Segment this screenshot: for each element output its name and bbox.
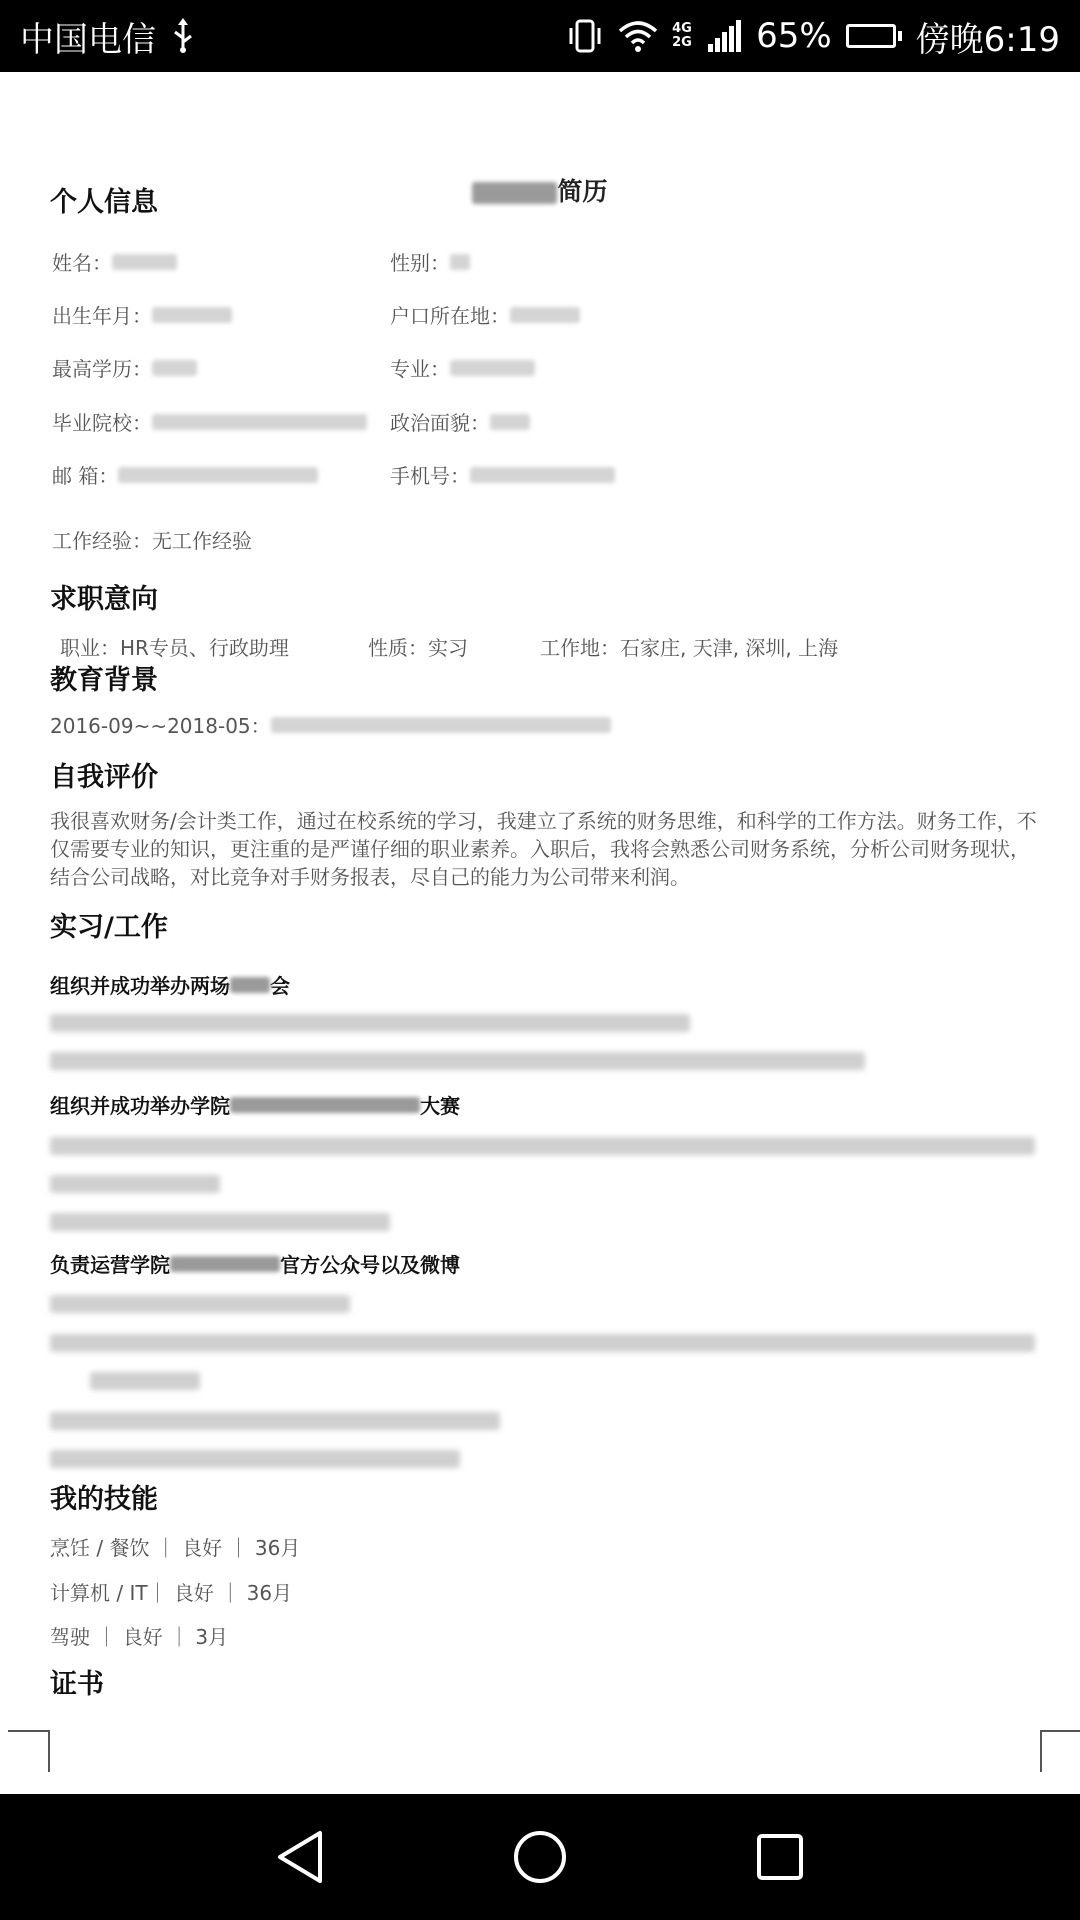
resume-title: 简历 (0, 172, 1080, 208)
work-item-detail-3c (90, 1372, 200, 1390)
field-school: 毕业院校： (52, 407, 367, 436)
battery-icon (846, 24, 902, 48)
field-politics: 政治面貌： (390, 407, 530, 436)
work-item-detail-2c (50, 1213, 390, 1231)
carrier-label: 中国电信 (20, 19, 156, 60)
field-major: 专业： (390, 353, 535, 382)
intention-job: 职业：HR专员、行政助理 (60, 636, 289, 660)
work-item-title-3: 负责运营学院 官方公众号以及微博 (50, 1253, 460, 1277)
network-type-label: 4G 2G (672, 21, 692, 50)
vibrate-icon (566, 19, 604, 53)
section-skills: 我的技能 (50, 1484, 158, 1515)
resume-document[interactable] (0, 72, 1080, 1794)
back-triangle-icon[interactable] (270, 1827, 330, 1887)
work-item-detail-3a (50, 1295, 350, 1313)
work-item-detail-1b (50, 1052, 865, 1070)
work-item-detail-3b (50, 1334, 1035, 1352)
section-job-intention: 求职意向 (50, 584, 158, 615)
work-item-title-1: 组织并成功举办两场 会 (50, 974, 290, 998)
wifi-icon (618, 19, 658, 53)
usb-icon (170, 18, 196, 54)
skill-item-3: 驾驶 ｜ 良好 ｜ 3月 (50, 1625, 229, 1649)
status-bar (0, 0, 1080, 72)
work-item-detail-2a (50, 1137, 1035, 1155)
section-education: 教育背景 (50, 665, 158, 696)
navigation-bar (0, 1794, 1080, 1920)
education-entry: 2016-09~~2018-05： (50, 710, 611, 739)
field-birth: 出生年月： (52, 300, 232, 329)
clock: 傍晚6:19 (915, 19, 1060, 60)
field-name: 姓名： (52, 247, 177, 276)
field-email: 邮 箱： (52, 460, 318, 489)
field-phone: 手机号： (390, 460, 615, 489)
field-education-level: 最高学历： (52, 353, 197, 382)
recents-square-icon[interactable] (750, 1827, 810, 1887)
intention-nature: 性质：实习 (368, 636, 468, 660)
field-work-experience: 工作经验：无工作经验 (52, 529, 252, 553)
field-gender: 性别： (390, 247, 470, 276)
section-certificates: 证书 (50, 1669, 104, 1700)
section-self-evaluation: 自我评价 (50, 762, 158, 793)
home-circle-icon[interactable] (510, 1827, 570, 1887)
work-item-title-2: 组织并成功举办学院 大赛 (50, 1094, 460, 1118)
section-personal-info: 个人信息 (50, 187, 158, 218)
section-work: 实习/工作 (50, 912, 168, 943)
page-corner-mark-right (1040, 1730, 1080, 1772)
work-item-detail-1a (50, 1014, 690, 1032)
battery-percent: 65% (756, 16, 832, 56)
page-corner-mark-left (8, 1730, 50, 1772)
work-item-detail-2b (50, 1175, 220, 1193)
work-item-detail-3d (50, 1412, 500, 1430)
self-evaluation-text: 我很喜欢财务/会计类工作，通过在校系统的学习，我建立了系统的财务思维，和科学的工作方法。财务工作，不仅需要专业的知识，更注重的是严谨仔细的职业素养。入职后，我将会熟悉公司财务系统，分析公司财务现状，结合公司战略，对比竞争对手财务报表，尽自己的能力为公司带来利润。 (50, 809, 1037, 889)
work-item-detail-3e (50, 1450, 460, 1468)
skill-item-1: 烹饪 / 餐饮 ｜ 良好 ｜ 36月 (50, 1536, 301, 1560)
intention-location: 工作地：石家庄, 天津, 深圳, 上海 (540, 636, 839, 660)
field-hukou: 户口所在地： (390, 300, 580, 329)
signal-icon (708, 20, 742, 52)
skill-item-2: 计算机 / IT｜ 良好 ｜ 36月 (50, 1581, 293, 1605)
